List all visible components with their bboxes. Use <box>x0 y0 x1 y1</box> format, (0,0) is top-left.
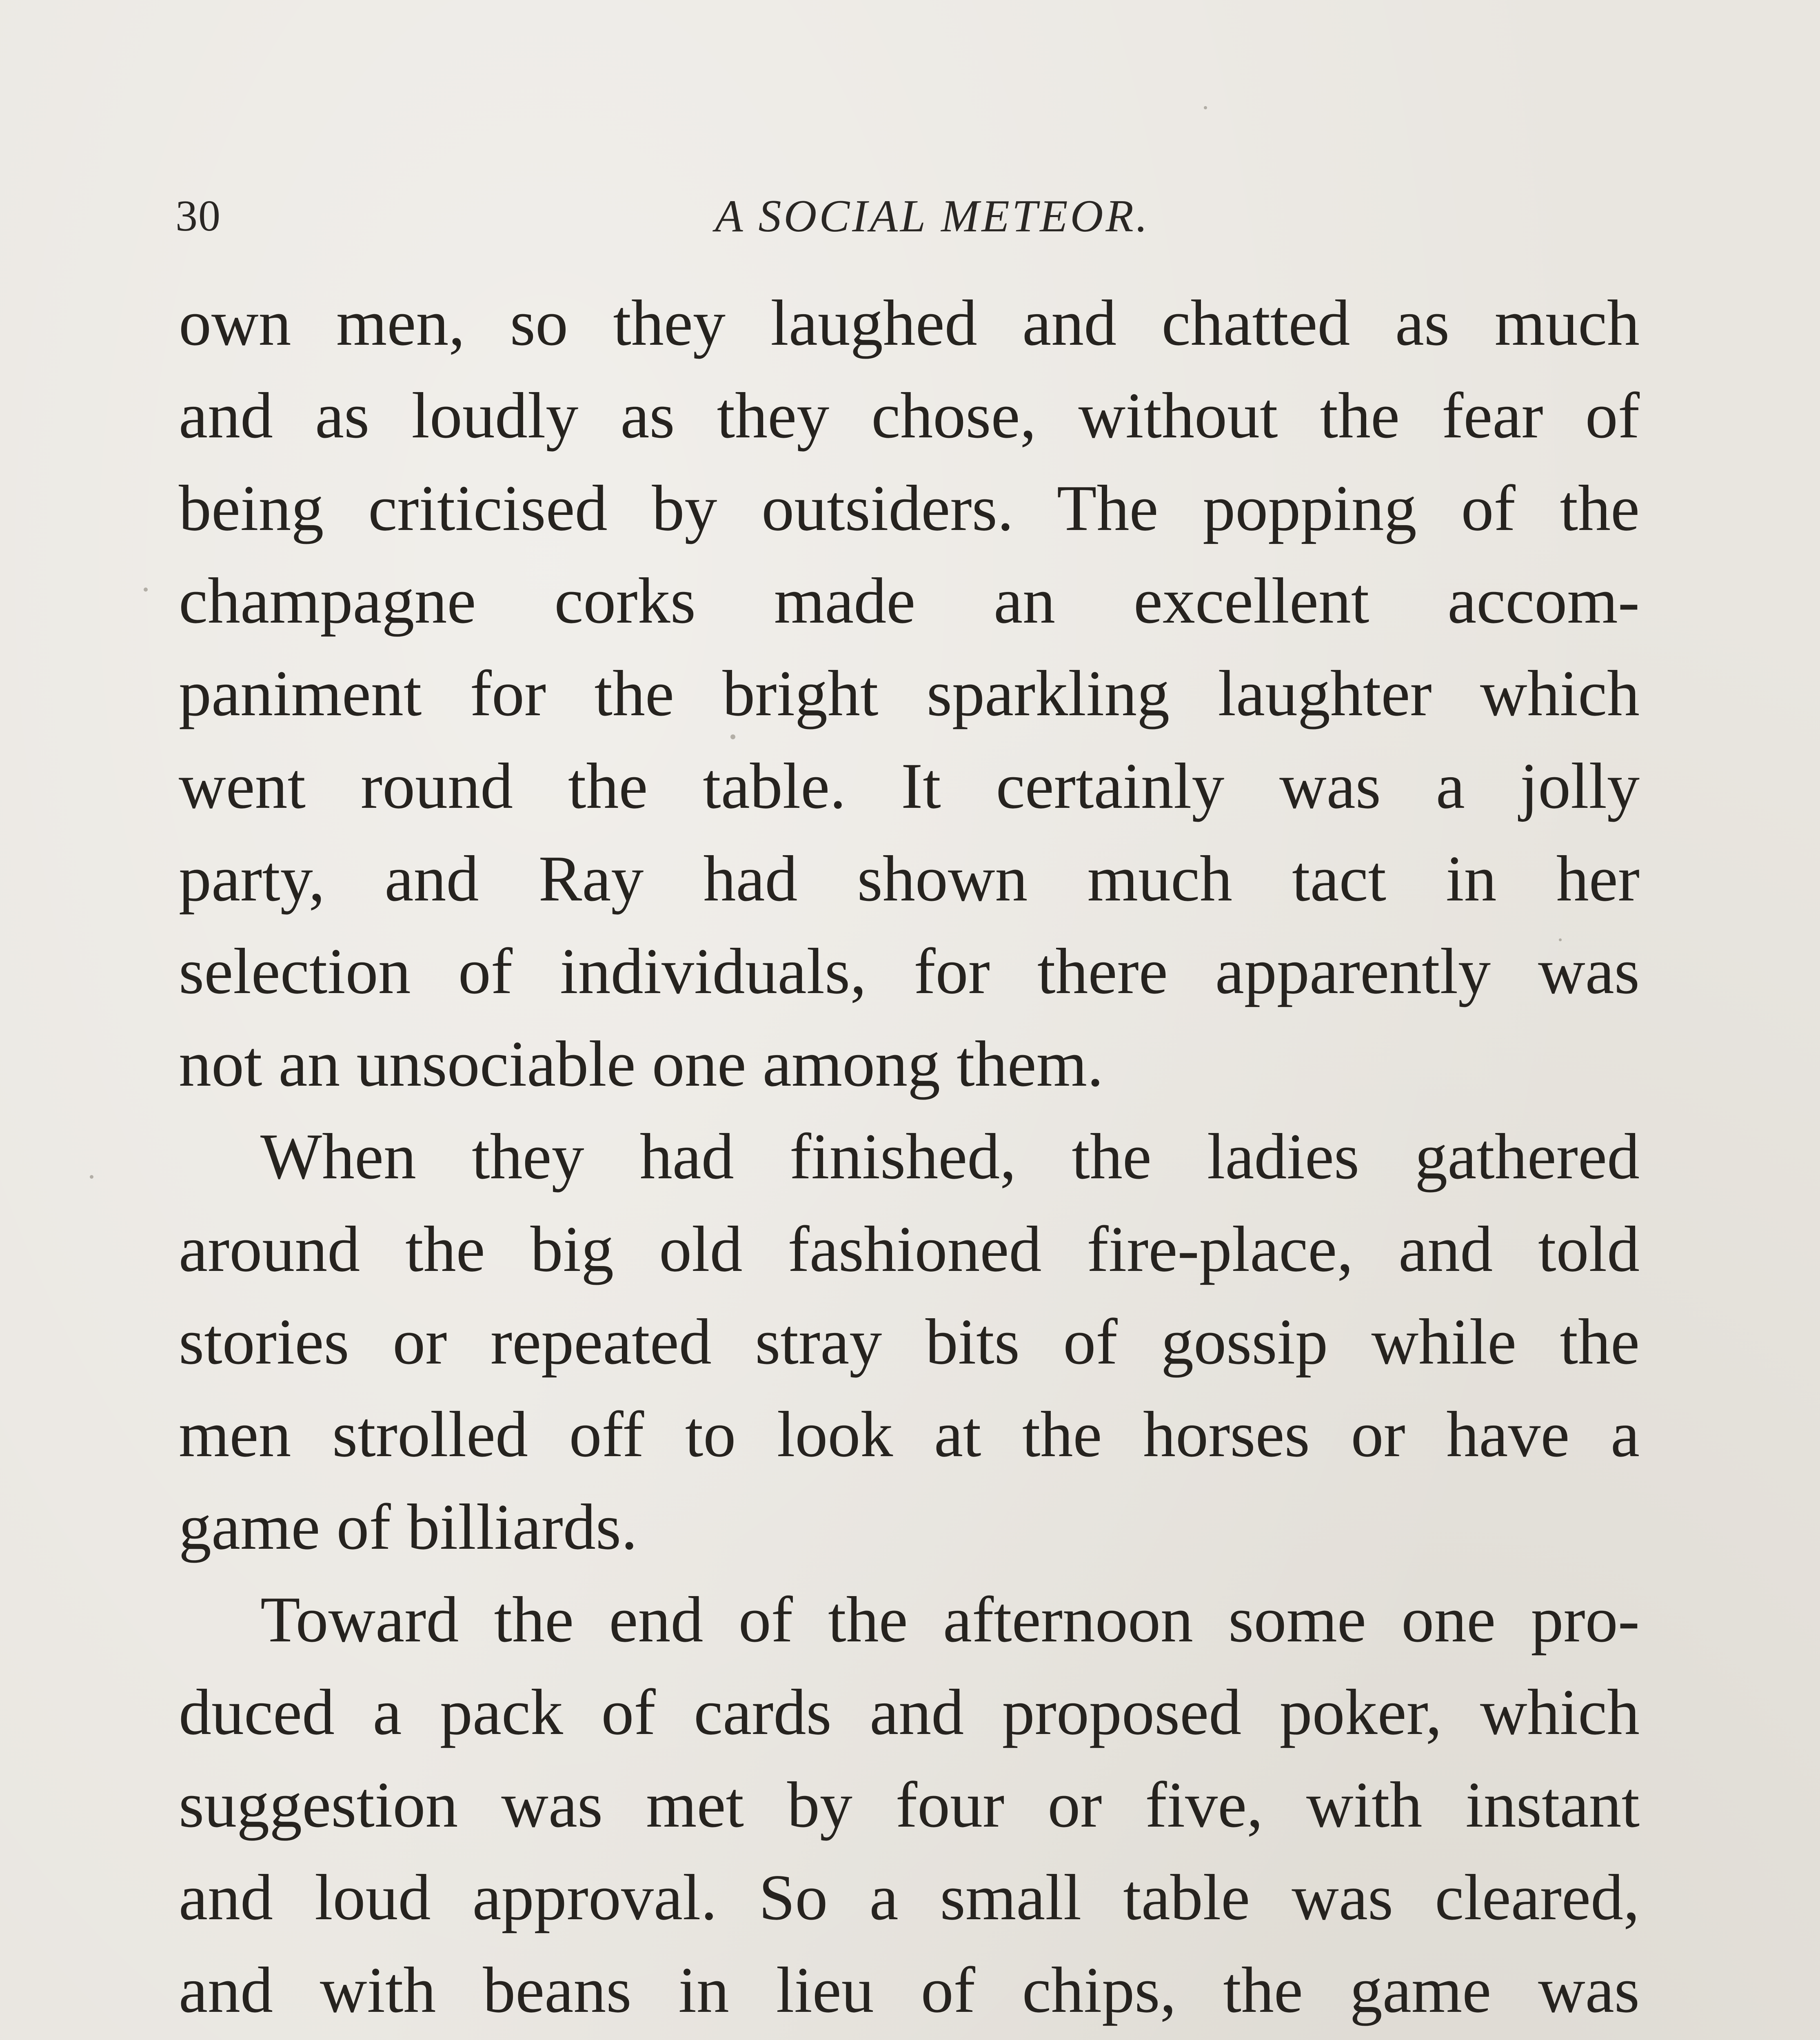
paper-speck <box>90 1175 93 1179</box>
running-header <box>175 186 1640 247</box>
text-line: game of billiards. <box>179 1490 638 1563</box>
page-number: 30 <box>175 192 221 240</box>
text-line: and with beans in lieu of chips, the game was <box>179 1954 1640 2026</box>
text-line: Toward the end of the afternoon some one pro- <box>260 1583 1640 1656</box>
text-line <box>179 2036 1640 2040</box>
paper-speck <box>1204 106 1207 109</box>
text-line: not an unsociable one among them. <box>179 1027 1104 1100</box>
running-title: A SOCIAL METEOR. <box>715 191 1150 242</box>
text-line: suggestion was met by four or five, with instant <box>179 1768 1640 1841</box>
text-line: selection of individuals, for there apparently was <box>179 935 1640 1007</box>
paper-speck <box>144 588 148 592</box>
text-line: own men, so they laughed and chatted as much <box>179 286 1640 359</box>
text-line: being criticised by outsiders. The popping of the <box>179 472 1640 544</box>
text-line: duced a pack of cards and proposed poker, which <box>179 1676 1640 1748</box>
text-line: stories or repeated stray bits of gossip while the <box>179 1305 1640 1378</box>
body-text <box>179 277 1640 2040</box>
text-line: men strolled off to look at the horses or have a <box>179 1398 1640 1470</box>
text-line: around the big old fashioned fire-place, and told <box>179 1213 1640 1285</box>
text-line: party, and Ray had shown much tact in her <box>179 842 1640 915</box>
text-line: and as loudly as they chose, without the fear of <box>179 379 1640 452</box>
text-line: paniment for the bright sparkling laughter which <box>179 657 1640 730</box>
text-line: went round the table. It certainly was a jolly <box>179 749 1640 822</box>
text-line: champagne corks made an excellent accom- <box>179 564 1640 637</box>
text-line: and loud approval. So a small table was cleared, <box>179 1861 1640 1934</box>
text-line: When they had finished, the ladies gathered <box>260 1120 1640 1193</box>
